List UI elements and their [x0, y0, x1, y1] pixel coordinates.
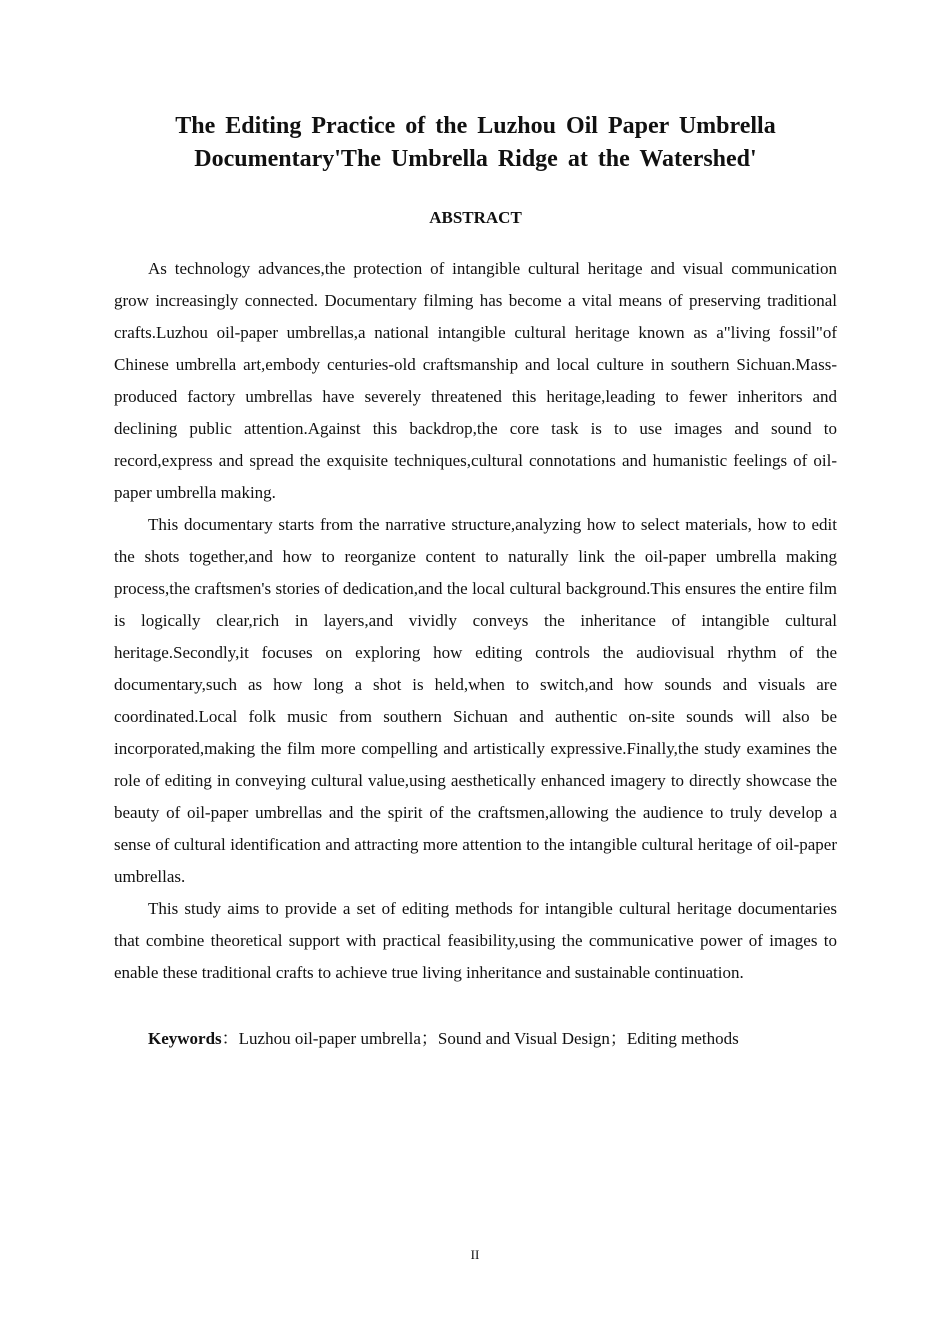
abstract-paragraph-2: This documentary starts from the narrative structure,analyzing how to select materials, how to edit the shots together,and how to reorganize content to naturally link the oil-paper umbrella making process,the craftsmen's stories of dedication,and the local cultural background.This ensures the entire film is logically clear,rich in layers,and vividly conveys the inheritance of intangible cultural heritage.Secondly,it focuses on exploring how editing controls the audiovisual rhythm of the documentary,such as how long a shot is held,when to switch,and how sounds and visuals are coordinated.Local folk music from southern Sichuan and authentic on-site sounds will also be incorporated,making the film more compelling and artistically expressive.Finally,the study examines the role of editing in conveying cultural value,using aesthetically enhanced imagery to directly showcase the beauty of oil-paper umbrellas and the spirit of the craftsmen,allowing the audience to truly develop a sense of cultural identification and attracting more attention to the intangible cultural heritage of oil-paper umbrellas.	[114, 515, 837, 886]
keywords-label: Keywords	[148, 1029, 222, 1048]
abstract-paragraph-1: As technology advances,the protection of intangible cultural heritage and visual communication grow increasingly connected. Documentary filming has become a vital means of preserving traditional crafts.Luzhou oil-paper umbrellas,a national intangible cultural heritage known as a"living fossil"of Chinese umbrella art,embody centuries-old craftsmanship and local culture in southern Sichuan.Mass-produced factory umbrellas have severely threatened this heritage,leading to fewer inheritors and declining public attention.Against this backdrop,the core task is to use images and sound to record,express and spread the exquisite techniques,cultural connotations and humanistic feelings of oil-paper umbrella making.	[114, 259, 837, 502]
keywords-text: Luzhou oil-paper umbrella；Sound and Visual Design；Editing methods	[238, 1029, 739, 1048]
keywords-line	[114, 1023, 837, 1055]
abstract-body	[114, 253, 837, 989]
abstract-heading: ABSTRACT	[429, 208, 522, 227]
page-number: II	[470, 1247, 480, 1262]
abstract-paragraph-3: This study aims to provide a set of editing methods for intangible cultural heritage documentaries that combine theoretical support with practical feasibility,using the communicative power of images to enable these traditional crafts to achieve true living inheritance and sustainable continuation.	[114, 899, 837, 982]
keywords-separator: ：	[221, 1029, 239, 1048]
paper-title: The Editing Practice of the Luzhou Oil Paper Umbrella Documentary'The Umbrella Ridge at the Watershed'	[175, 113, 776, 172]
abstract-page	[114, 110, 837, 1055]
